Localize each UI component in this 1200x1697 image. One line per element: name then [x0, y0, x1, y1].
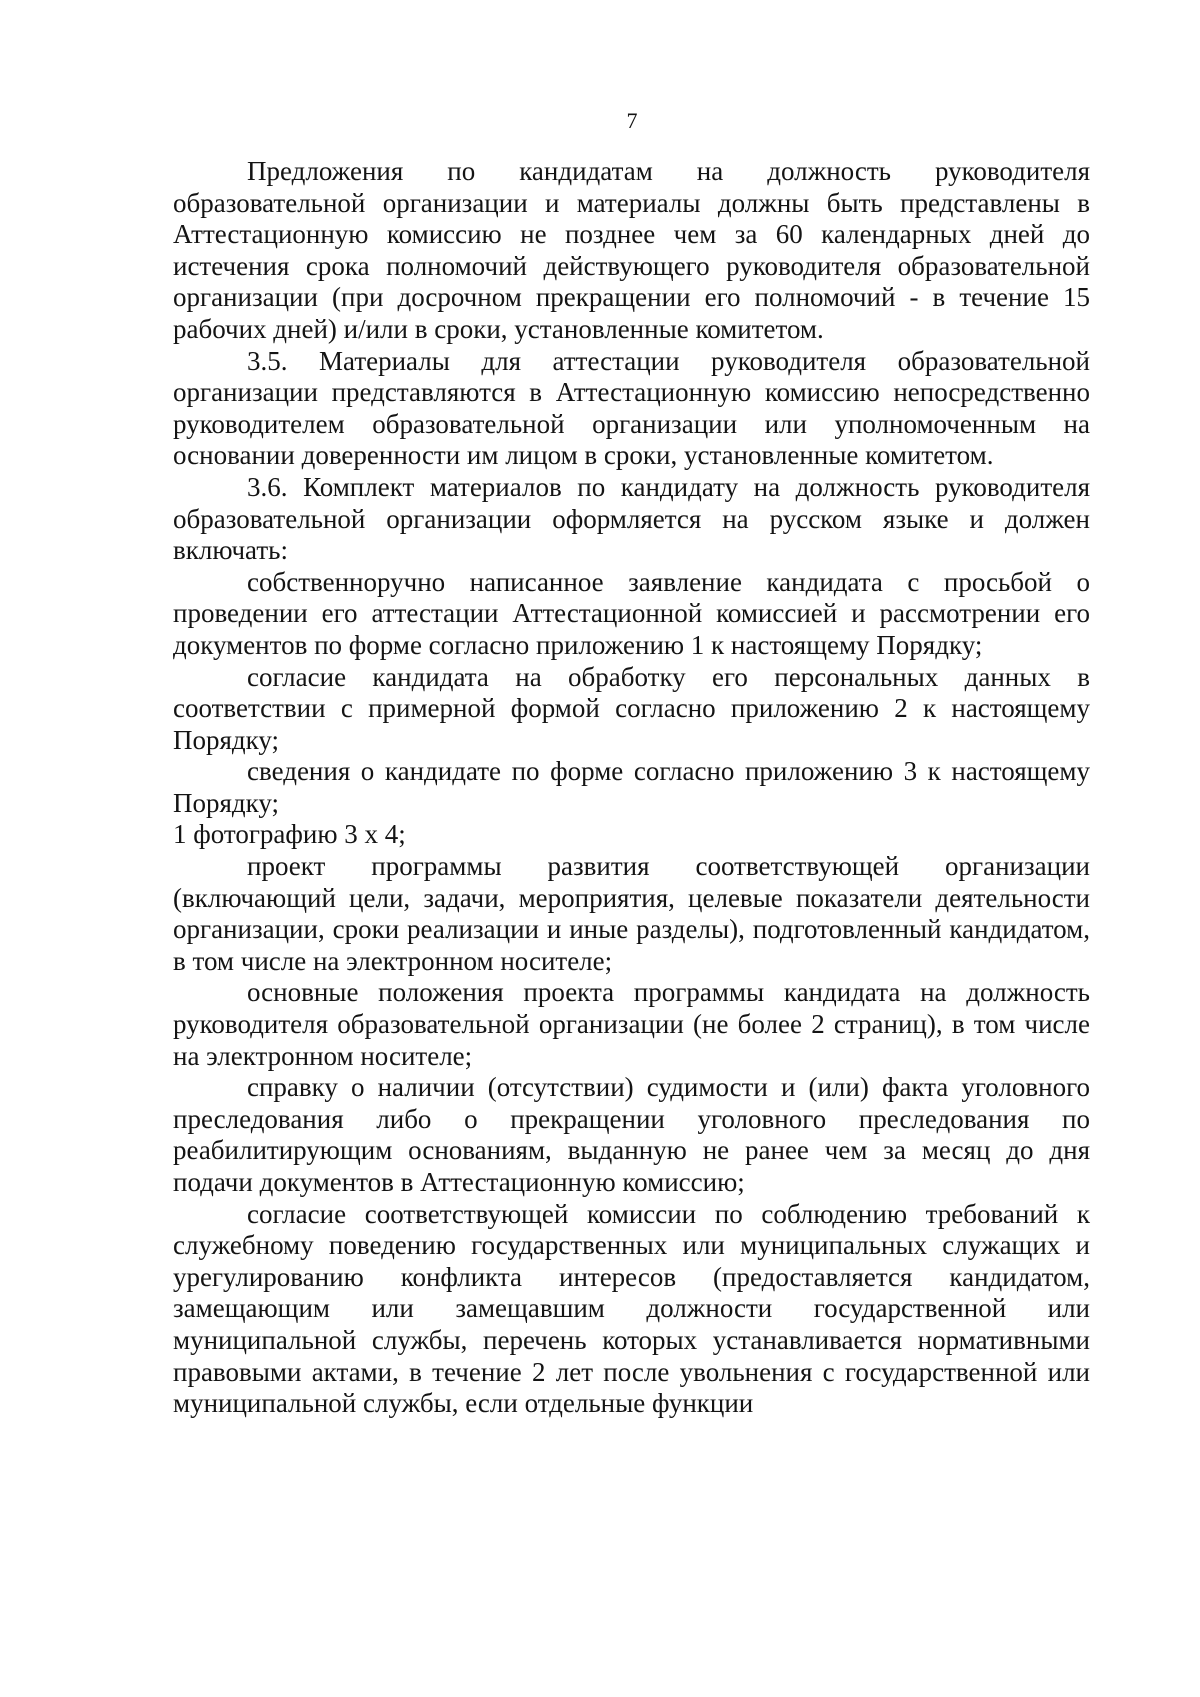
- page-number: 7: [626, 108, 638, 133]
- list-item-photo: 1 фотографию 3 х 4;: [173, 819, 406, 850]
- list-item-program-summary: основные положения проекта программы кандидата на должность руководителя образовательной организации (не более 2 страниц), в том числе на электронном носителе;: [173, 977, 1090, 1071]
- list-item-commission-consent: согласие соответствующей комиссии по соблюдению требований к служебному поведению государственных или муниципальных служащих и урегулированию конфликта интересов (предоставляется кандидатом, замещающим или замещавшим должности государственной или муниципальной службы, перечень которых устанавливается нормативными правовыми актами, в течение 2 лет после увольнения с государственной или муниципальной службы, если отдельные функции: [173, 1198, 1090, 1419]
- paragraph-3-5: 3.5. Материалы для аттестации руководителя образовательной организации представляются в Аттестационную комиссию непосредственно руководителем образовательной организации или уполномоченным на основании доверенности им лицом в сроки, установленные комитетом.: [173, 345, 1090, 471]
- list-item-candidate-info: сведения о кандидате по форме согласно приложению 3 к настоящему Порядку;: [173, 756, 1090, 818]
- paragraph-proposals-deadline: Предложения по кандидатам на должность руководителя образовательной организации и материалы должны быть представлены в Аттестационную комиссию не позднее чем за 60 календарных дней до истечения срока полномочий действующего руководителя образовательной организации (при досрочном прекращении его полномочий - в течение 15 рабочих дней) и/или в сроки, установленные комитетом.: [173, 156, 1090, 344]
- list-item-application: собственноручно написанное заявление кандидата с просьбой о проведении его аттестации Аттестационной комиссией и рассмотрении его документов по форме согласно приложению 1 к настоящему Порядку;: [173, 566, 1090, 660]
- list-item-development-program: проект программы развития соответствующей организации (включающий цели, задачи, мероприятия, целевые показатели деятельности организации, сроки реализации и иные разделы), подготовленный кандидатом, в том числе на электронном носителе;: [173, 851, 1090, 976]
- paragraph-3-6: 3.6. Комплект материалов по кандидату на должность руководителя образовательной организации оформляется на русском языке и должен включать:: [173, 471, 1090, 566]
- document-body: [173, 156, 1090, 1420]
- list-item-criminal-record-certificate: справку о наличии (отсутствии) судимости и (или) факта уголовного преследования либо о прекращении уголовного преследования по реабилитирующим основаниям, выданную не ранее чем за месяц до дня подачи документов в Аттестационную комиссию;: [173, 1072, 1090, 1197]
- list-item-personal-data-consent: согласие кандидата на обработку его персональных данных в соответствии с примерной формой согласно приложению 2 к настоящему Порядку;: [173, 661, 1090, 755]
